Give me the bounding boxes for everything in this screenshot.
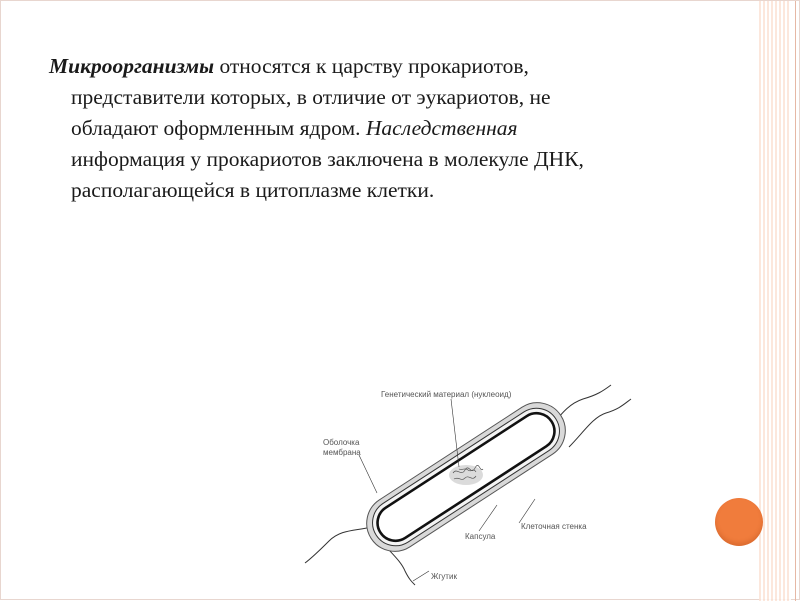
text-line-1: Микроорганизмы относятся к царству прокариотов, [49, 54, 529, 78]
label-membrane-2: мембрана [323, 448, 361, 457]
label-membrane-1: Оболочка [323, 438, 360, 447]
nucleoid [449, 465, 483, 485]
slide-right-border [795, 1, 796, 601]
leader-flagellum [413, 571, 429, 581]
leader-capsule [479, 505, 497, 531]
term-hereditary: Наследственная [365, 116, 518, 140]
text-line-4: информация у прокариотов заключена в молекуле ДНК, [71, 147, 584, 171]
decorative-stripes [759, 1, 791, 601]
flagellum-left [305, 527, 371, 563]
label-capsule: Капсула [465, 532, 496, 541]
term-microorganisms: Микроорганизмы [49, 54, 215, 78]
bacterium-illustration [301, 381, 721, 591]
bacterium-diagram [301, 381, 721, 591]
label-flagellum: Жгутик [431, 572, 457, 581]
flagellum-top-2 [569, 399, 631, 447]
label-nucleoid: Генетический материал (нуклеоид) [381, 390, 512, 399]
label-cell-wall: Клеточная стенка [521, 522, 587, 531]
body-text [49, 51, 719, 206]
text-line-5: располагающейся в цитоплазме клетки. [71, 178, 435, 202]
leader-wall [519, 499, 535, 523]
text-line-2: представители которых, в отличие от эукариотов, не [71, 85, 551, 109]
text-line-3: обладают оформленным ядром. Наследственная [71, 116, 518, 140]
accent-circle [715, 498, 763, 546]
leader-membrane [359, 455, 377, 493]
